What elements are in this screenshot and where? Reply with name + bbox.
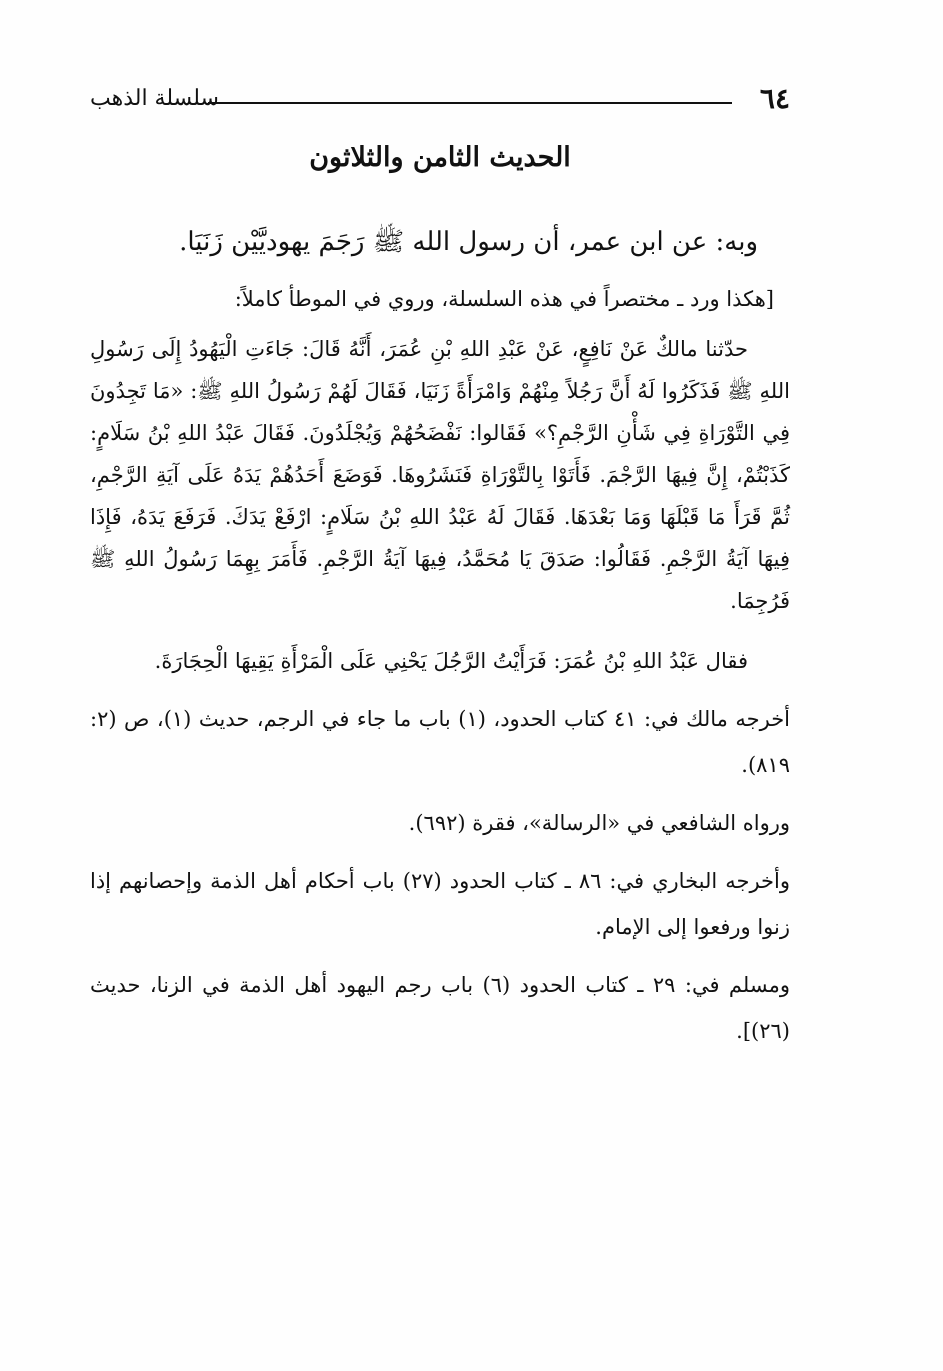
reference-shafii: ورواه الشافعي في «الرسالة»، فقرة (٦٩٢). <box>408 811 790 835</box>
reference-muslim: ومسلم في: ٢٩ ـ كتاب الحدود (٦) باب رجم اليهود أهل الذمة في الزنا، حديث (٢٦)]. <box>90 973 790 1043</box>
ibn-umar-statement-paragraph: فقال عَبْدُ اللهِ بْنُ عُمَرَ: فَرَأَيْتُ الرَّجُلَ يَحْنِي عَلَى الْمَرْأَةِ يَقِيهَا الْحِجَارَةَ. <box>154 649 748 673</box>
page-header <box>90 82 790 116</box>
running-title: سلسلة الذهب <box>90 86 219 111</box>
page-number: ٦٤ <box>759 82 790 115</box>
reference-bukhari: وأخرجه البخاري في: ٨٦ ـ كتاب الحدود (٢٧) باب أحكام أهل الذمة وإحصانهم إذا زنوا ورفعوا إلى الإمام. <box>90 869 791 939</box>
reference-malik: أخرجه مالك في: ٤١ كتاب الحدود، (١) باب ما جاء في الرجم، حديث (١)، ص (٢: ٨١٩). <box>90 707 791 777</box>
page-body <box>90 222 790 1066</box>
isnad-paragraph: وبه: عن ابن عمر، أن رسول الله ﷺ رَجَمَ يهوديَّيْن زَنَيَا. <box>179 227 758 257</box>
editor-note-paragraph: [هكذا ورد ـ مختصراً في هذه السلسلة، وروي في الموطأ كاملاً: <box>234 287 774 311</box>
hadith-text-paragraph: حدّثنا مالكٌ عَنْ نَافِعٍ، عَنْ عَبْدِ اللهِ بْنِ عُمَرَ، أَنَّهُ قَالَ: جَاءَتِ الْيَهُودُ إِلَى رَسُولِ اللهِ ﷺ فَذَكَرُوا لَهُ أَنَّ رَجُلاً مِنْهُمْ وَامْرَأَةً زَنَيَا، فَقَالَ لَهُمْ رَسُولُ اللهِ ﷺ: «مَا تَجِدُونَ فِي التَّوْرَاةِ فِي شَأْنِ الرَّجْمِ؟» فَقَالوا: نَفْضَحُهُمْ وَيُجْلَدُونَ. فَقَالَ عَبْدُ اللهِ بْنُ سَلَامٍ: كَذَبْتُمْ، إِنَّ فِيهَا الرَّجْمَ. فَأَتَوْا بِالتَّوْرَاةِ فَنَشَرُوهَا. فَوَضَعَ أَحَدُهُمْ يَدَهُ عَلَى آيَةِ الرَّجْمِ، ثُمَّ قَرَأَ مَا قَبْلَهَا وَمَا بَعْدَهَا. فَقَالَ لَهُ عَبْدُ اللهِ بْنُ سَلَامٍ: ارْفَعْ يَدَكَ. فَرَفَعَ يَدَهُ، فَإِذَا فِيهَا آيَةُ الرَّجْمِ. فَقَالُوا: صَدَقَ يَا مُحَمَّدُ، فِيهَا آيَةُ الرَّجْمِ. فَأَمَرَ بِهِمَا رَسُولُ اللهِ ﷺ فَرُجِمَا. <box>90 337 790 613</box>
header-rule <box>208 102 732 104</box>
chapter-title: الحديث الثامن والثلاثون <box>309 142 571 173</box>
